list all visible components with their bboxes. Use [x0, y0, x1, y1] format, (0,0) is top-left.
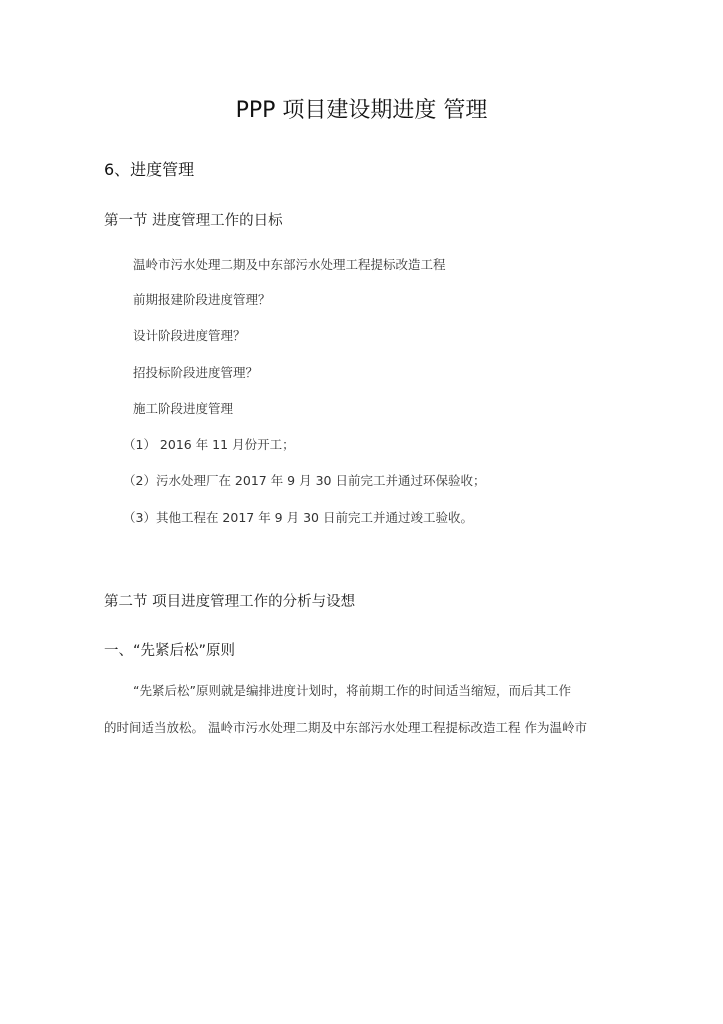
chapter-heading: 6、进度管理 [104, 160, 195, 179]
paragraph-line-1: “先紧后松”原则就是编排进度计划时，将前期工作的时间适当缩短，而后其工作 [133, 683, 571, 698]
section-1-line-project: 温岭市污水处理二期及中东部污水处理工程提标改造工程 [133, 257, 446, 272]
section-1-line-construction: 施工阶段进度管理 [133, 401, 234, 416]
section-2-heading: 第二节 项目进度管理工作的分析与设想 [104, 594, 356, 610]
paragraph-line-2: 的时间适当放松。 温岭市污水处理二期及中东部污水处理工程提标改造工程 作为温岭市 [104, 720, 587, 735]
section-1-heading: 第一节 进度管理工作的日标 [104, 213, 283, 229]
section-2-subheading: 一、“先紧后松”原则 [104, 643, 236, 659]
milestone-item-2: （2）污水处理厂在 2017 年 9 月 30 日前完工并通过环保验收； [123, 473, 486, 488]
section-1-line-design: 设计阶段进度管理？ [133, 328, 246, 343]
milestone-item-1: （1） 2016 年 11 月份开工； [123, 437, 295, 452]
document-title: PPP 项目建设期进度 管理 [235, 98, 488, 123]
milestone-item-3: （3）其他工程在 2017 年 9 月 30 日前完工并通过竣工验收。 [123, 510, 473, 525]
section-1-line-prelim: 前期报建阶段进度管理？ [133, 292, 271, 307]
section-1-line-bidding: 招投标阶段进度管理？ [133, 365, 259, 380]
